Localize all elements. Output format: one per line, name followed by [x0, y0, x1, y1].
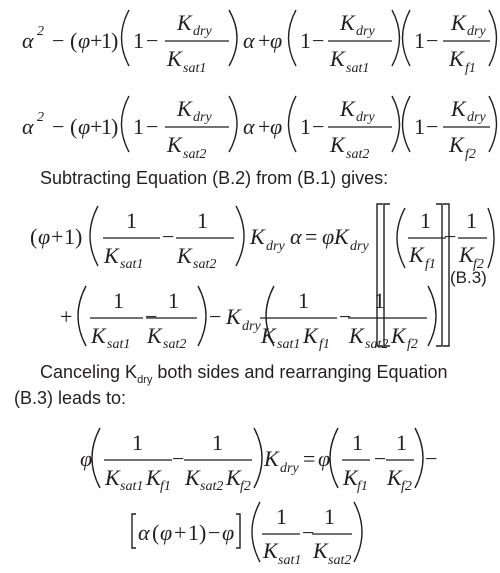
svg-text:K: K [451, 10, 466, 35]
svg-text:(: ( [70, 28, 78, 53]
canceling-sentence-line2: (B.3) leads to: [14, 388, 127, 408]
svg-text:−: − [312, 114, 325, 139]
svg-text:1: 1 [197, 208, 208, 233]
svg-text:1: 1 [113, 288, 124, 313]
svg-text:K: K [387, 465, 402, 490]
equation-b3-label: (B.3) [450, 268, 487, 287]
svg-text:sat1: sat1 [120, 257, 144, 272]
svg-text:K: K [330, 132, 345, 157]
svg-text:−: − [444, 224, 457, 249]
svg-text:sat1: sat1 [278, 553, 302, 568]
svg-text:K: K [177, 243, 192, 268]
svg-text:+: + [90, 28, 103, 53]
svg-text:−: − [426, 28, 439, 53]
svg-text:K: K [226, 304, 241, 329]
svg-text:K: K [261, 323, 276, 348]
svg-text:K: K [147, 323, 162, 348]
svg-text:1: 1 [324, 504, 335, 529]
svg-text:K: K [451, 96, 466, 121]
svg-text:α: α [243, 28, 255, 53]
svg-text:K: K [226, 465, 241, 490]
svg-text:sat1: sat1 [107, 337, 131, 352]
svg-text:f2: f2 [465, 147, 476, 162]
svg-text:): ) [199, 520, 207, 545]
svg-text:=: = [303, 446, 316, 471]
svg-text:α: α [243, 114, 255, 139]
svg-text:2: 2 [37, 110, 44, 125]
svg-text:K: K [313, 538, 328, 563]
equation-b1-rhs [0, 0, 500, 78]
svg-text:φ: φ [322, 224, 335, 249]
svg-text:sat1: sat1 [277, 337, 301, 352]
svg-text:K: K [104, 243, 119, 268]
svg-text:K: K [185, 465, 200, 490]
svg-text:sat2: sat2 [163, 337, 187, 352]
svg-text:1: 1 [352, 430, 363, 455]
svg-text:K: K [340, 10, 355, 35]
svg-text:): ) [111, 114, 119, 139]
svg-text:(: ( [30, 224, 38, 249]
svg-text:sat2: sat2 [328, 553, 352, 568]
svg-text:sat2: sat2 [200, 479, 224, 494]
svg-text:dry: dry [193, 24, 212, 39]
svg-text:+: + [258, 28, 271, 53]
svg-text:α: α [138, 520, 150, 545]
svg-text:): ) [75, 224, 83, 249]
svg-text:K: K [177, 10, 192, 35]
svg-text:1: 1 [300, 28, 311, 53]
svg-text:−: − [209, 304, 222, 329]
svg-text:f1: f1 [425, 257, 436, 272]
svg-text:1: 1 [466, 208, 477, 233]
svg-text:dry: dry [356, 24, 375, 39]
svg-text:K: K [105, 465, 120, 490]
svg-text:1: 1 [414, 114, 425, 139]
svg-text:−: − [146, 28, 159, 53]
svg-text:K: K [91, 323, 106, 348]
svg-text:1: 1 [132, 430, 143, 455]
svg-text:−: − [146, 114, 159, 139]
svg-text:−: − [172, 446, 185, 471]
svg-text:K: K [264, 446, 279, 471]
svg-text:+: + [90, 114, 103, 139]
svg-text:f1: f1 [319, 337, 330, 352]
svg-text:1: 1 [101, 114, 112, 139]
svg-text:φ: φ [80, 446, 93, 471]
svg-text:sat2: sat2 [365, 337, 389, 352]
svg-text:K: K [459, 242, 474, 267]
svg-text:φ: φ [222, 520, 235, 545]
svg-text:dry: dry [350, 239, 369, 254]
svg-text:φ: φ [38, 224, 51, 249]
svg-text:1: 1 [133, 28, 144, 53]
svg-text:f1: f1 [465, 61, 476, 76]
svg-text:f2: f2 [401, 479, 412, 494]
svg-text:φ: φ [270, 28, 283, 53]
svg-text:f1: f1 [357, 479, 368, 494]
svg-text:f1: f1 [160, 479, 171, 494]
svg-text:+: + [51, 224, 64, 249]
svg-text:−: − [312, 28, 325, 53]
equation-b3-line1 [0, 196, 500, 276]
svg-text:=: = [305, 224, 318, 249]
svg-text:−: − [52, 28, 65, 53]
svg-text:+: + [60, 304, 73, 329]
svg-text:1: 1 [212, 430, 223, 455]
svg-text:K: K [409, 242, 424, 267]
svg-text:1: 1 [188, 520, 199, 545]
svg-text:1: 1 [300, 114, 311, 139]
svg-text:φ: φ [160, 520, 173, 545]
svg-text:1: 1 [414, 28, 425, 53]
equation-b3-line2 [0, 276, 500, 356]
svg-text:1: 1 [298, 288, 309, 313]
svg-text:K: K [391, 323, 406, 348]
svg-text:1: 1 [276, 504, 287, 529]
svg-text:φ: φ [78, 114, 91, 139]
svg-text:K: K [146, 465, 161, 490]
svg-text:f2: f2 [473, 257, 484, 272]
svg-text:sat1: sat1 [346, 61, 370, 76]
svg-text:1: 1 [133, 114, 144, 139]
svg-text:sat2: sat2 [346, 147, 370, 162]
svg-text:1: 1 [420, 208, 431, 233]
svg-text:K: K [449, 132, 464, 157]
svg-text:φ: φ [78, 28, 91, 53]
svg-text:K: K [449, 46, 464, 71]
svg-text:K: K [330, 46, 345, 71]
equation-b4-line1 [0, 418, 500, 498]
svg-text:1: 1 [168, 288, 179, 313]
svg-text:K: K [343, 465, 358, 490]
svg-text:K: K [263, 538, 278, 563]
svg-text:K: K [177, 96, 192, 121]
svg-text:sat2: sat2 [193, 257, 217, 272]
svg-text:α: α [22, 114, 34, 139]
svg-text:(: ( [70, 114, 78, 139]
svg-text:α: α [22, 28, 34, 53]
equation-b4-line2 [0, 496, 500, 573]
svg-text:1: 1 [101, 28, 112, 53]
svg-text:1: 1 [126, 208, 137, 233]
svg-text:K: K [334, 224, 349, 249]
svg-text:K: K [250, 224, 265, 249]
svg-text:φ: φ [318, 446, 331, 471]
subtracting-sentence: Subtracting Equation (B.2) from (B.1) gives: [40, 168, 389, 188]
svg-text:sat1: sat1 [120, 479, 144, 494]
svg-text:+: + [258, 114, 271, 139]
svg-text:dry: dry [467, 110, 486, 125]
svg-text:K: K [167, 46, 182, 71]
svg-text:K: K [340, 96, 355, 121]
svg-text:dry: dry [356, 110, 375, 125]
svg-text:K: K [167, 132, 182, 157]
svg-text:+: + [174, 520, 187, 545]
svg-text:1: 1 [374, 288, 385, 313]
svg-text:1: 1 [64, 224, 75, 249]
svg-text:−: − [145, 304, 158, 329]
svg-text:K: K [303, 323, 318, 348]
svg-text:−: − [425, 446, 438, 471]
svg-text:2: 2 [37, 24, 44, 39]
svg-text:dry: dry [242, 319, 261, 334]
svg-text:dry: dry [193, 110, 212, 125]
svg-text:sat2: sat2 [183, 147, 207, 162]
svg-text:f2: f2 [407, 337, 418, 352]
svg-text:1: 1 [396, 430, 407, 455]
svg-text:dry: dry [280, 461, 299, 476]
canceling-sentence: Canceling $K_{dry}$ both sides and rearranging Equation [40, 362, 448, 386]
svg-text:−: − [374, 446, 387, 471]
svg-text:sat1: sat1 [183, 61, 207, 76]
svg-text:K: K [349, 323, 364, 348]
svg-text:−: − [208, 520, 221, 545]
svg-text:(: ( [152, 520, 160, 545]
svg-text:−: − [339, 304, 352, 329]
svg-text:−: − [426, 114, 439, 139]
equation-b2 [0, 86, 500, 164]
svg-text:f2: f2 [240, 479, 251, 494]
svg-text:−: − [162, 224, 175, 249]
svg-text:α: α [290, 224, 302, 249]
svg-text:−: − [52, 114, 65, 139]
svg-text:dry: dry [467, 24, 486, 39]
svg-text:): ) [111, 28, 119, 53]
svg-text:φ: φ [270, 114, 283, 139]
svg-text:dry: dry [266, 239, 285, 254]
svg-text:−: − [302, 520, 315, 545]
